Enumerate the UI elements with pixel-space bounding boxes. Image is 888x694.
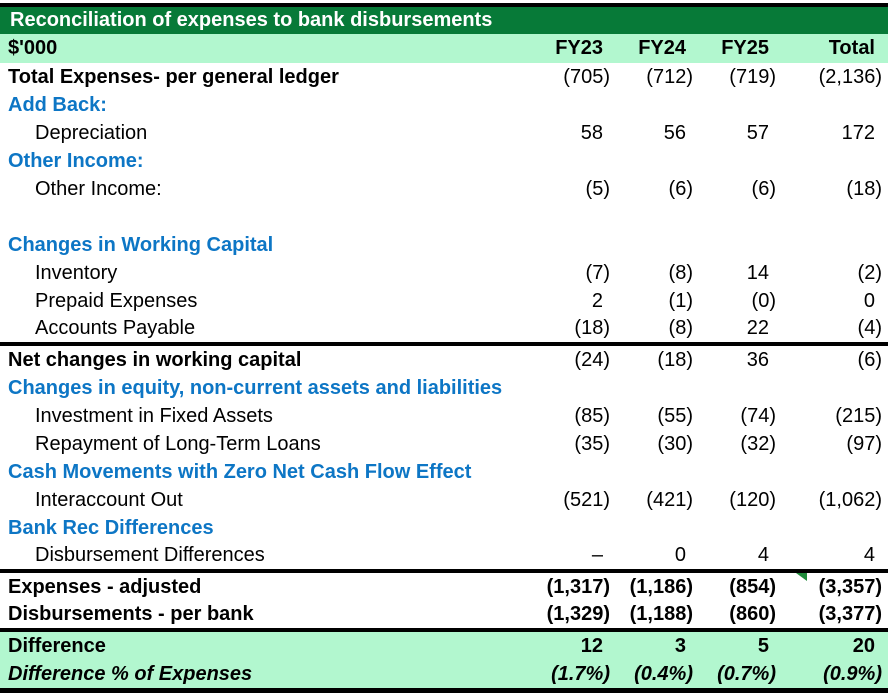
cell-fy23: (24) [574, 348, 610, 371]
cell-fy23 [548, 458, 610, 486]
cell-fy24 [610, 514, 693, 542]
table-row [0, 63, 888, 91]
cell-fy25: 57 [746, 121, 769, 144]
cell-total [776, 203, 882, 231]
cell-total [776, 91, 882, 119]
cell-fy24: (1) [668, 289, 693, 312]
table-row [0, 402, 888, 430]
cell-fy24: 3 [674, 634, 686, 657]
row-label: Disbursement Differences [35, 544, 265, 566]
table-row [0, 91, 888, 119]
cell-total [776, 458, 882, 486]
row-label: Inventory [35, 261, 118, 284]
table-row [0, 601, 888, 632]
cell-fy23: – [591, 544, 603, 566]
cell-fy24: (0.4%) [634, 662, 693, 685]
cell-fy23: (521) [563, 488, 610, 511]
cell-fy23: (5) [585, 177, 610, 200]
cell-fy23 [548, 91, 610, 119]
table-row [0, 119, 888, 147]
row-label: Other Income: [35, 177, 162, 200]
row-label: Bank Rec Differences [8, 516, 214, 539]
column-header-row [0, 34, 888, 63]
cell-total: (215) [835, 404, 882, 427]
cell-fy25: 22 [746, 317, 769, 339]
cell-total [776, 231, 882, 259]
cell-fy24: (6) [668, 177, 693, 200]
table-row [0, 175, 888, 203]
table-title-bar [0, 3, 888, 34]
table-title: Reconciliation of expenses to bank disbursements [10, 9, 493, 31]
cell-fy24 [610, 458, 693, 486]
cell-fy24 [610, 203, 693, 231]
row-label: Add Back: [8, 93, 107, 116]
cell-total [776, 514, 882, 542]
cell-fy23 [548, 231, 610, 259]
cell-fy25: (860) [729, 603, 776, 625]
table-row [0, 315, 888, 346]
table-row [0, 259, 888, 287]
table-body [0, 63, 888, 693]
unit-label: $'000 [8, 37, 58, 59]
table-row [0, 458, 888, 486]
cell-total: (4) [857, 317, 882, 339]
table-row [0, 632, 888, 660]
table-row [0, 486, 888, 514]
cell-fy23: (1,317) [546, 575, 610, 598]
cell-fy25 [693, 147, 776, 175]
column-header-fy23: FY23 [555, 37, 603, 59]
cell-total: 4 [863, 544, 875, 566]
row-label: Other Income: [8, 149, 144, 172]
table-row [0, 542, 888, 573]
cell-fy25: (0) [751, 289, 776, 312]
cell-total: 172 [841, 121, 875, 144]
cell-fy23: (7) [585, 261, 610, 284]
cell-fy24: 0 [674, 544, 686, 566]
cell-fy25 [693, 203, 776, 231]
cell-total: (2,136) [818, 65, 882, 88]
cell-fy24 [610, 374, 693, 402]
cell-fy24: (8) [668, 261, 693, 284]
cell-fy25: (32) [740, 432, 776, 455]
row-label: Repayment of Long-Term Loans [35, 432, 321, 455]
cell-fy23: (1.7%) [551, 662, 610, 685]
row-label: Net changes in working capital [8, 348, 302, 371]
cell-fy24: (421) [646, 488, 693, 511]
column-header-total: Total [828, 37, 875, 59]
cell-fy25: (6) [751, 177, 776, 200]
table-row [0, 514, 888, 542]
cell-fy24 [610, 231, 693, 259]
cell-fy25 [693, 374, 776, 402]
row-label: Accounts Payable [35, 317, 196, 339]
cell-fy24: (30) [657, 432, 693, 455]
table-row [0, 346, 888, 374]
cell-total: (1,062) [818, 488, 882, 511]
cell-total: 20 [852, 634, 875, 657]
cell-fy23: (705) [563, 65, 610, 88]
table-row [0, 231, 888, 259]
cell-total: (3,377) [818, 603, 882, 625]
cell-fy25: (120) [729, 488, 776, 511]
cell-total: (18) [846, 177, 882, 200]
cell-fy24: (1,188) [629, 603, 693, 625]
cell-fy24: 56 [663, 121, 686, 144]
row-label: Total Expenses- per general ledger [8, 65, 339, 88]
cell-total [776, 374, 882, 402]
column-header-fy24: FY24 [638, 37, 686, 59]
cell-fy23: 2 [591, 289, 603, 312]
cell-fy23: (35) [574, 432, 610, 455]
row-label: Investment in Fixed Assets [35, 404, 273, 427]
cell-fy24: (1,186) [629, 575, 693, 598]
cell-total: (6) [857, 348, 882, 371]
table-row [0, 573, 888, 601]
table-row [0, 374, 888, 402]
cell-fy23: 58 [580, 121, 603, 144]
cell-total [776, 147, 882, 175]
cell-fy25: 36 [746, 348, 769, 371]
cell-fy23 [548, 203, 610, 231]
cell-fy25: (0.7%) [717, 662, 776, 685]
cell-fy25 [693, 231, 776, 259]
cell-fy23: (18) [574, 317, 610, 339]
table-row [0, 287, 888, 315]
cell-fy25: (74) [740, 404, 776, 427]
row-label: Disbursements - per bank [8, 603, 254, 625]
cell-fy24 [610, 91, 693, 119]
row-label: Prepaid Expenses [35, 289, 198, 312]
cell-total: (0.9%) [823, 662, 882, 685]
cell-fy23: (85) [574, 404, 610, 427]
error-flag-icon [796, 573, 807, 581]
cell-fy24: (8) [668, 317, 693, 339]
cell-fy24: (55) [657, 404, 693, 427]
cell-fy23 [548, 374, 610, 402]
cell-total: (97) [846, 432, 882, 455]
cell-fy24 [610, 147, 693, 175]
table-row [0, 147, 888, 175]
row-label: Changes in Working Capital [8, 233, 274, 256]
cell-fy23 [548, 147, 610, 175]
row-label: Cash Movements with Zero Net Cash Flow Effect [8, 460, 472, 483]
row-label: Expenses - adjusted [8, 575, 202, 598]
cell-fy25: (719) [729, 65, 776, 88]
row-label: Difference % of Expenses [8, 662, 253, 685]
cell-fy25 [693, 458, 776, 486]
table-row [0, 203, 888, 231]
cell-fy25 [693, 514, 776, 542]
cell-fy25: 4 [757, 544, 769, 566]
row-label: Depreciation [35, 121, 148, 144]
cell-fy23: (1,329) [546, 603, 610, 625]
column-header-fy25: FY25 [721, 37, 769, 59]
cell-total: (3,357) [776, 573, 882, 601]
cell-fy23: 12 [580, 634, 603, 657]
cell-fy24: (18) [657, 348, 693, 371]
cell-fy25: (854) [729, 575, 776, 598]
row-label: Difference [8, 634, 106, 657]
cell-fy23 [548, 514, 610, 542]
cell-fy24: (712) [646, 65, 693, 88]
table-row [0, 660, 888, 693]
cell-fy25: 5 [757, 634, 769, 657]
cell-fy25: 14 [746, 261, 769, 284]
row-label: Interaccount Out [35, 488, 183, 511]
row-label: Changes in equity, non-current assets and liabilities [8, 376, 503, 399]
cell-total: 0 [863, 289, 875, 312]
cell-total: (2) [857, 261, 882, 284]
table-row [0, 430, 888, 458]
cell-fy25 [693, 91, 776, 119]
